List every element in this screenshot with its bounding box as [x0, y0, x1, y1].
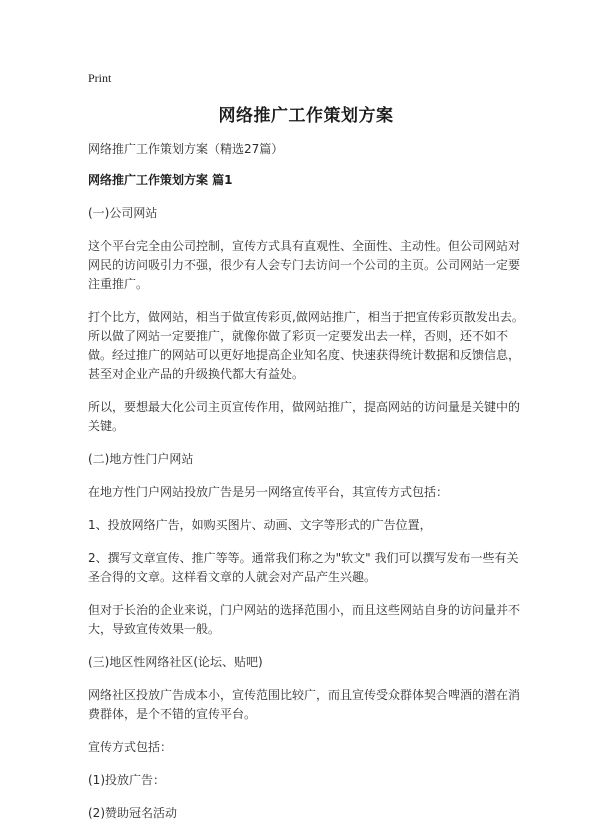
paragraph: (一)公司网站: [88, 206, 158, 220]
document-page: [88, 70, 524, 823]
paragraph: (1)投放广告：: [88, 773, 165, 787]
page-title: 网络推广工作策划方案: [218, 106, 394, 126]
section-heading: 网络推广工作策划方案 篇1: [88, 173, 233, 187]
document-subtitle: 网络推广工作策划方案（精选27篇）: [88, 142, 284, 156]
paragraph: 所以，要想最大化公司主页宣传作用，做网站推广，提高网站的访问量是关键中的关键。: [88, 400, 521, 433]
paragraph: 打个比方，做网站，相当于做宣传彩页,做网站推广，相当于把宣传彩页散发出去。所以做了网站一定要推广，就像你做了彩页一定要发出去一样，否则，还不如不做。经过推广的网站可以更好地提高企业知名度、快速获得统计数据和反馈信息，甚至对企业产品的升级换代都大有益处。: [88, 310, 524, 381]
print-link[interactable]: Print: [88, 71, 112, 85]
paragraph: 2、撰写文章宣传、推广等等。通常我们称之为"软文" 我们可以撰写发布一些有关圣合得的文章。这样看文章的人就会对产品产生兴趣。: [88, 551, 519, 584]
paragraph: (三)地区性网络社区(论坛、贴吧): [88, 655, 263, 669]
paragraph: (二)地方性门户网站: [88, 452, 194, 466]
paragraph: (2)赞助冠名活动: [88, 806, 177, 820]
paragraph: 网络社区投放广告成本小，宣传范围比较广，而且宣传受众群体契合啤酒的潜在消费群体，是个不错的宣传平台。: [88, 688, 521, 721]
paragraph: 但对于长治的企业来说，门户网站的选择范围小，而且这些网站自身的访问量并不大，导致宣传效果一般。: [88, 603, 521, 636]
paragraph: 1、投放网络广告，如购买图片、动画、文字等形式的广告位置，: [88, 518, 432, 532]
paragraph: 在地方性门户网站投放广告是另一网络宣传平台，其宣传方式包括：: [88, 485, 449, 499]
paragraph: 宣传方式包括：: [88, 740, 173, 754]
paragraph: 这个平台完全由公司控制，宣传方式具有直观性、全面性、主动性。但公司网站对网民的访问吸引力不强，很少有人会专门去访问一个公司的主页。公司网站一定要注重推广。: [88, 239, 521, 291]
